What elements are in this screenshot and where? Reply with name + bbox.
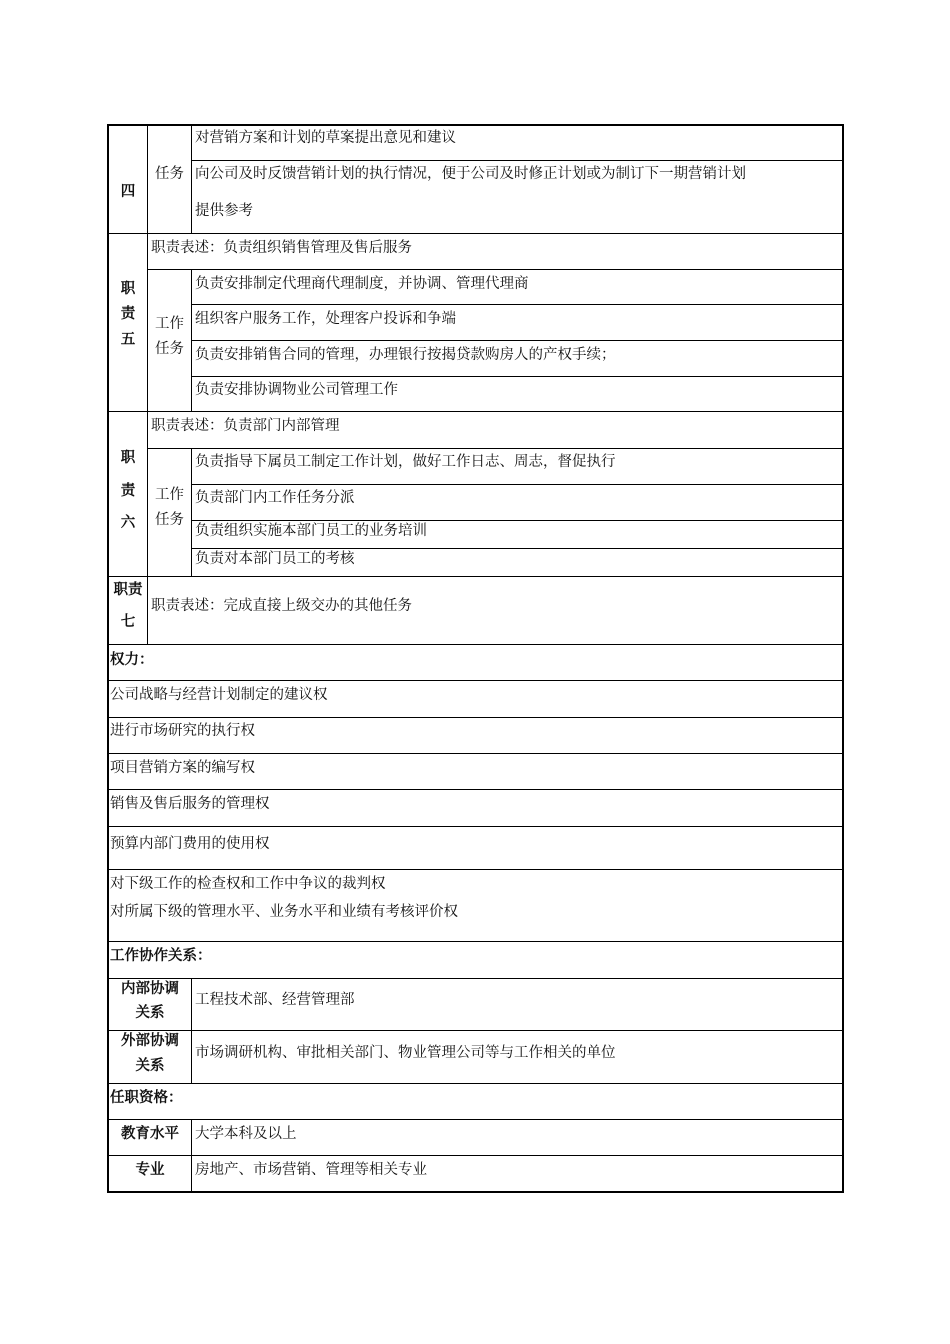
duty-6-sublabel: 任务 xyxy=(155,512,184,528)
row-divider xyxy=(107,1155,844,1156)
row-divider xyxy=(191,484,844,485)
power-item: 对下级工作的检查权和工作中争议的裁判权 xyxy=(110,876,386,892)
major-label: 专业 xyxy=(135,1162,165,1178)
duty-6-label: 责 xyxy=(120,483,136,499)
duty-5-task: 负责安排销售合同的管理，办理银行按揭贷款购房人的产权手续； xyxy=(195,347,616,363)
column-divider xyxy=(191,1119,192,1191)
row-divider xyxy=(147,448,844,449)
duty-6-task: 负责组织实施本部门员工的业务培训 xyxy=(195,523,427,539)
power-item: 公司战略与经营计划制定的建议权 xyxy=(110,687,328,703)
duty-4-task: 提供参考 xyxy=(195,203,253,219)
row-divider xyxy=(107,233,844,234)
column-divider xyxy=(191,124,192,233)
duty-6-label: 六 xyxy=(120,515,136,531)
row-divider xyxy=(107,789,844,790)
power-item: 对所属下级的管理水平、业务水平和业绩有考核评价权 xyxy=(110,904,458,920)
job-description-table xyxy=(107,124,844,1193)
row-divider xyxy=(191,340,844,341)
duty-5-task: 负责安排制定代理商代理制度，并协调、管理代理商 xyxy=(195,276,529,292)
power-item: 销售及售后服务的管理权 xyxy=(110,796,270,812)
row-divider xyxy=(191,160,844,161)
qualifications-heading: 任职资格： xyxy=(110,1090,183,1106)
duty-5-label: 职 xyxy=(120,281,136,297)
external-relations-value: 市场调研机构、审批相关部门、物业管理公司等与工作相关的单位 xyxy=(195,1045,616,1061)
column-divider xyxy=(147,576,148,644)
duty-6-description: 职责表述：负责部门内部管理 xyxy=(151,418,340,434)
row-divider xyxy=(107,576,844,577)
internal-relations-value: 工程技术部、经营管理部 xyxy=(195,992,355,1008)
powers-heading: 权力： xyxy=(110,652,154,668)
duty-6-task: 负责部门内工作任务分派 xyxy=(195,490,355,506)
duty-4-task: 向公司及时反馈营销计划的执行情况，便于公司及时修正计划或为制订下一期营销计划 xyxy=(195,166,746,182)
duty-4-sublabel: 任务 xyxy=(155,166,184,182)
row-divider xyxy=(107,941,844,942)
row-divider xyxy=(107,644,844,645)
duty-5-sublabel: 任务 xyxy=(155,341,184,357)
column-divider xyxy=(191,448,192,576)
row-divider xyxy=(107,680,844,681)
row-divider xyxy=(107,753,844,754)
row-divider xyxy=(107,869,844,870)
duty-7-description: 职责表述：完成直接上级交办的其他任务 xyxy=(151,598,412,614)
duty-6-label: 职 xyxy=(120,450,136,466)
column-divider xyxy=(191,978,192,1083)
internal-relations-label: 内部协调 xyxy=(121,981,179,997)
row-divider xyxy=(147,269,844,270)
duty-7-label: 职责 xyxy=(113,582,143,598)
power-item: 项目营销方案的编写权 xyxy=(110,760,255,776)
power-item: 预算内部门费用的使用权 xyxy=(110,836,270,852)
relations-heading: 工作协作关系： xyxy=(110,948,212,964)
internal-relations-label: 关系 xyxy=(135,1005,165,1021)
education-label: 教育水平 xyxy=(121,1126,179,1142)
duty-4-task: 对营销方案和计划的草案提出意见和建议 xyxy=(195,130,456,146)
row-divider xyxy=(191,376,844,377)
duty-4-label: 四 xyxy=(120,184,136,200)
row-divider xyxy=(107,1030,844,1031)
table-border-top xyxy=(107,124,844,126)
row-divider xyxy=(107,1119,844,1120)
duty-5-description: 职责表述：负责组织销售管理及售后服务 xyxy=(151,240,412,256)
duty-6-task: 负责对本部门员工的考核 xyxy=(195,551,355,567)
duty-5-task: 负责安排协调物业公司管理工作 xyxy=(195,382,398,398)
row-divider xyxy=(107,978,844,979)
row-divider xyxy=(107,717,844,718)
external-relations-label: 关系 xyxy=(135,1058,165,1074)
duty-5-label: 五 xyxy=(120,332,136,348)
table-border-right xyxy=(842,124,844,1193)
row-divider xyxy=(191,304,844,305)
duty-6-task: 负责指导下属员工制定工作计划，做好工作日志、周志，督促执行 xyxy=(195,454,616,470)
row-divider xyxy=(107,826,844,827)
duty-7-label: 七 xyxy=(120,614,136,630)
row-divider xyxy=(107,411,844,412)
power-item: 进行市场研究的执行权 xyxy=(110,723,255,739)
major-value: 房地产、市场营销、管理等相关专业 xyxy=(195,1162,427,1178)
column-divider xyxy=(191,269,192,411)
external-relations-label: 外部协调 xyxy=(121,1033,179,1049)
duty-5-label: 责 xyxy=(120,306,136,322)
table-border-bottom xyxy=(107,1191,844,1193)
duty-5-sublabel: 工作 xyxy=(155,316,184,332)
education-value: 大学本科及以上 xyxy=(195,1126,297,1142)
row-divider xyxy=(107,1083,844,1084)
duty-5-task: 组织客户服务工作，处理客户投诉和争端 xyxy=(195,311,456,327)
duty-6-sublabel: 工作 xyxy=(155,487,184,503)
